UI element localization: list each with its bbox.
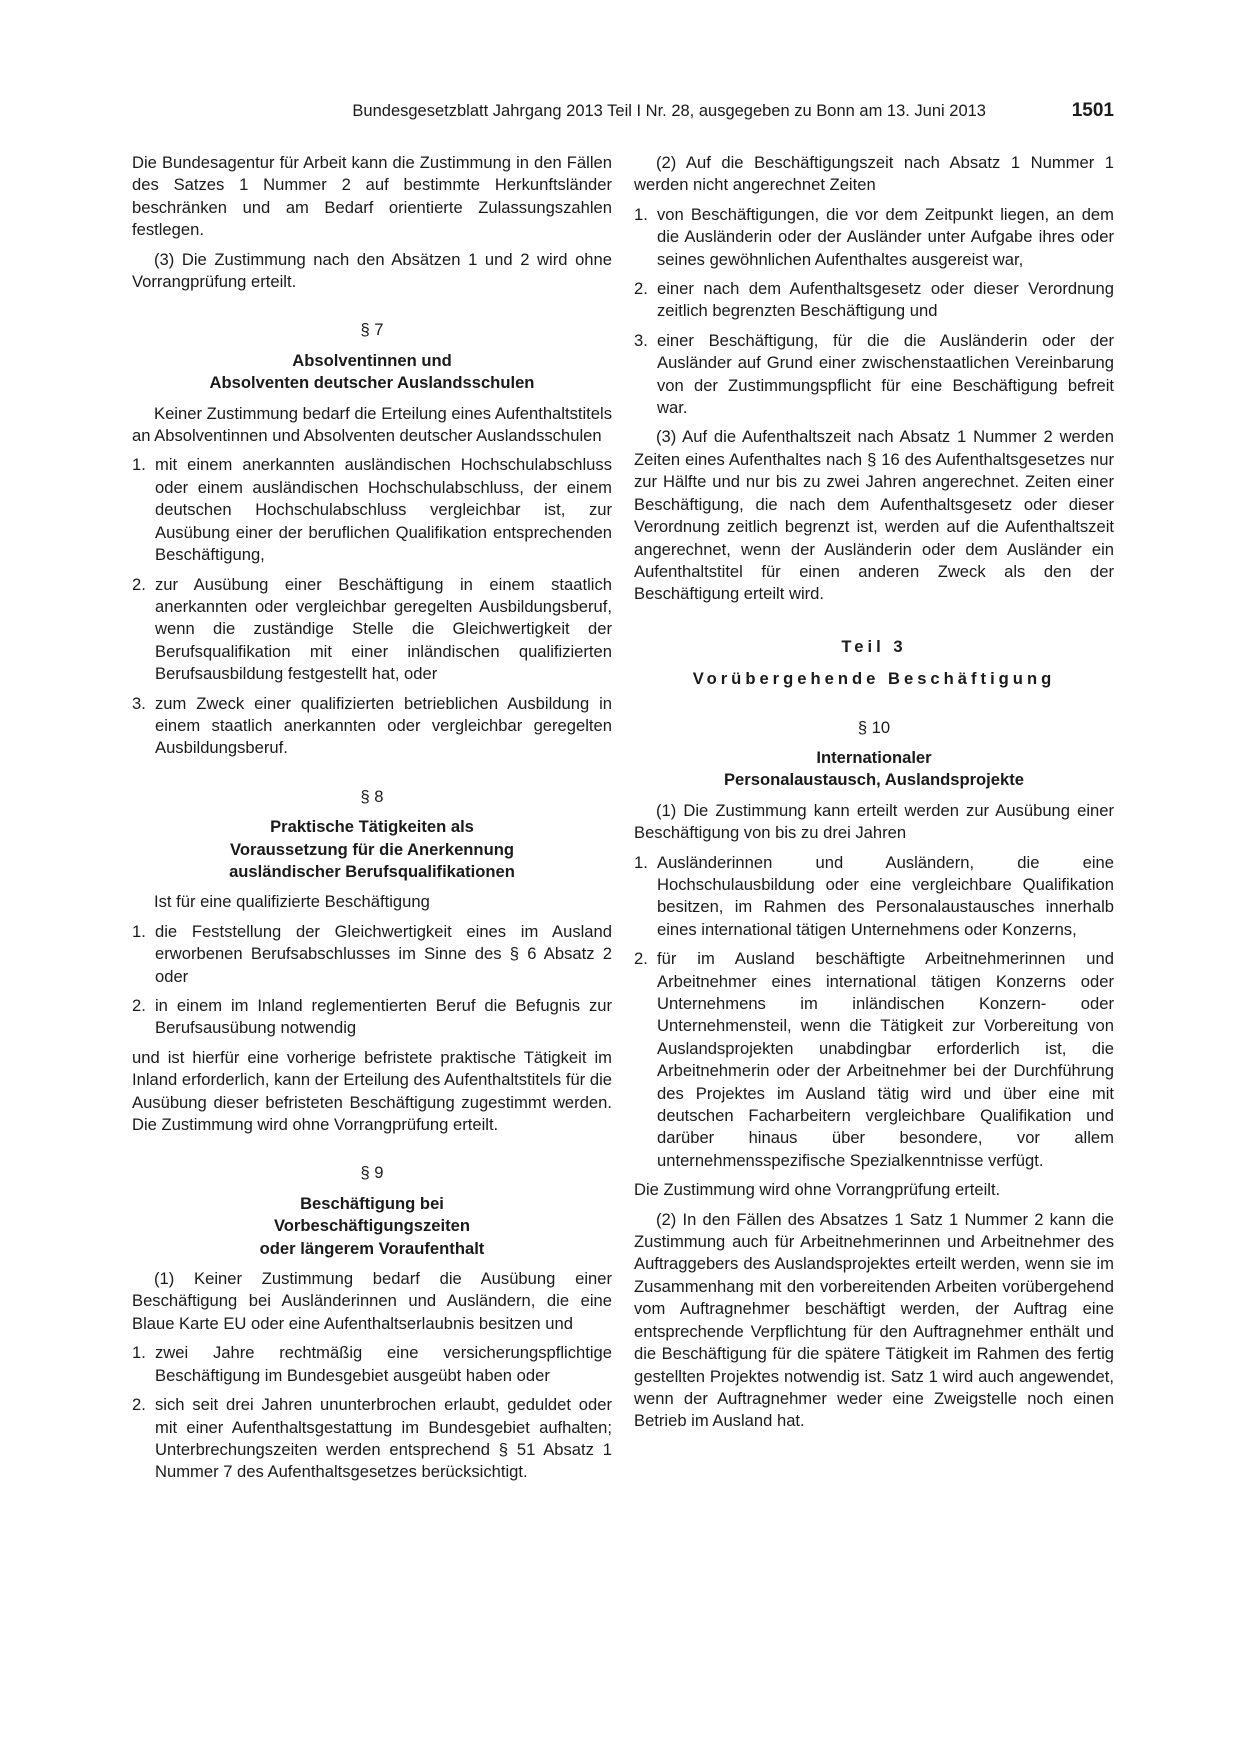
- list-text: in einem im Inland reglementierten Beruf die Befugnis zur Berufsausübung notwendig: [155, 996, 612, 1038]
- list-text: einer Beschäftigung, für die die Ausländerin oder der Ausländer auf Grund einer zwischenstaatlichen Vereinbarung von der Zustimmungspflicht für eine Beschäftigung befreit war.: [657, 330, 1114, 418]
- paragraph: (2) In den Fällen des Absatzes 1 Satz 1 Nummer 2 kann die Zustimmung auch für Arbeitnehmerinnen und Arbeitnehmer des Auftraggebers des Auslandsprojektes erteilt werden, wenn sie im Zusammenhang mit den vorbereitenden Arbeiten vorübergehend vom Auftragnehmer beschäftigt werden, der Auftrag eine entsprechende Verpflichtung für den Auftragnehmer enthält und die Beschäftigung für die spätere Tätigkeit im Rahmen des fertig gestellten Projektes notwendig ist. Satz 1 wird auch angewendet, wenn der Auftragnehmer weder eine Zweigstelle noch einen Betrieb im Ausland hat.: [634, 1209, 1114, 1431]
- list-item: [634, 204, 1114, 271]
- list-item: [634, 852, 1114, 942]
- section-mark: § 10: [857, 717, 891, 737]
- list-number: 3.: [634, 330, 648, 350]
- section-heading-10: [634, 717, 1114, 792]
- section-heading-7: [132, 319, 612, 394]
- part-label: Teil 3: [841, 636, 907, 656]
- list-item: [132, 921, 612, 988]
- list-item: [634, 948, 1114, 1172]
- section-title: Beschäftigung bei: [300, 1193, 444, 1213]
- paragraph: (1) Die Zustimmung kann erteilt werden zur Ausübung einer Beschäftigung von bis zu drei Jahren: [634, 800, 1114, 843]
- list-number: 2.: [634, 279, 648, 299]
- list-item: [634, 330, 1114, 420]
- list-text: von Beschäftigungen, die vor dem Zeitpunkt liegen, an dem die Ausländerin oder der Ausländer unter Aufgabe ihres oder seines gewöhnlichen Aufenthaltes ausgereist war,: [657, 204, 1114, 269]
- list-number: 2.: [132, 996, 146, 1015]
- numbered-list: [132, 921, 612, 1040]
- paragraph: (1) Keiner Zustimmung bedarf die Ausübung einer Beschäftigung bei Ausländerinnen und Ausländern, die eine Blaue Karte EU oder eine Aufenthaltserlaubnis besitzen und: [132, 1269, 612, 1333]
- paragraph: (3) Die Zustimmung nach den Absätzen 1 und 2 wird ohne Vorrangprüfung erteilt.: [132, 249, 612, 292]
- list-text: sich seit drei Jahren ununterbrochen erlaubt, geduldet oder mit einer Aufenthaltsgestattung im Bundesgebiet aufhalten; Unterbrechungszeiten werden entsprechend § 51 Absatz 1 Nummer 7 des Aufenthaltsgesetzes berücksichtigt.: [155, 1395, 612, 1482]
- list-text: die Feststellung der Gleichwertigkeit eines im Ausland erworbenen Berufsabschlusses im Sinne des § 6 Absatz 2 oder: [155, 921, 612, 986]
- section-mark: § 8: [360, 786, 384, 806]
- section-mark: § 7: [360, 320, 384, 340]
- section-title: Voraussetzung für die Anerkennung: [230, 839, 514, 859]
- paragraph: Ist für eine qualifizierte Beschäftigung: [154, 892, 430, 912]
- list-number: 1.: [132, 455, 146, 475]
- list-number: 1.: [132, 1343, 146, 1363]
- paragraph: (2) Auf die Beschäftigungszeit nach Absatz 1 Nummer 1 werden nicht angerechnet Zeiten: [634, 153, 1114, 195]
- section-title: Absolventinnen und: [292, 350, 452, 370]
- list-number: 1.: [634, 852, 648, 872]
- list-text: zur Ausübung einer Beschäftigung in einem staatlich anerkannten oder vergleichbar geregelten Ausbildungsberuf, wenn die zuständige Stelle die Gleichwertigkeit der Berufsqualifikation mit einer inländischen qualifizierten Berufsausbildung festgestellt hat, oder: [155, 574, 612, 684]
- section-title: Personalaustausch, Auslandsprojekte: [723, 770, 1025, 790]
- paragraph: Keiner Zustimmung bedarf die Erteilung eines Aufenthaltstitels an Absolventinnen und Absolventen deutscher Auslandsschulen: [132, 403, 612, 446]
- list-number: 1.: [132, 921, 146, 941]
- paragraph: Die Bundesagentur für Arbeit kann die Zustimmung in den Fällen des Satzes 1 Nummer 2 auf bestimmte Herkunftsländer beschränken und am Bedarf orientierte Zulassungszahlen festlegen.: [132, 153, 612, 240]
- list-item: [132, 1342, 612, 1387]
- section-title: Vorbeschäftigungszeiten: [273, 1216, 471, 1236]
- page-header: [132, 100, 1114, 126]
- numbered-list: [132, 454, 612, 759]
- list-number: 2.: [634, 949, 648, 969]
- list-text: zwei Jahre rechtmäßig eine versicherungspflichtige Beschäftigung im Bundesgebiet ausgeübt haben oder: [155, 1343, 612, 1385]
- section-title: oder längerem Voraufenthalt: [259, 1238, 485, 1258]
- list-item: [132, 1394, 612, 1484]
- list-text: zum Zweck einer qualifizierten betrieblichen Ausbildung in einem staatlich anerkannten oder vergleichbar geregelten Ausbildungsberuf.: [155, 693, 612, 758]
- list-text: mit einem anerkannten ausländischen Hochschulabschluss oder einem ausländischen Hochschulabschluss, der einem deutschen Hochschulabschluss vergleichbar ist, zur Ausübung einer der beruflichen Qualifikation entsprechenden Beschäftigung,: [155, 455, 612, 565]
- list-number: 3.: [132, 693, 146, 713]
- section-heading-9: [132, 1162, 612, 1260]
- list-text: für im Ausland beschäftigte Arbeitnehmerinnen und Arbeitnehmer eines international tätigen Konzerns oder Unternehmens im inländischen Konzern- oder Unternehmensteil, wenn die Tätigkeit zur Vorbereitung von Auslandsprojekten unabdingbar erforderlich ist, die Arbeitnehmerin oder der Arbeitnehmer bei der Durchführung des Projektes im Ausland tätig wird und über eine mit deutschen Facharbeitern vergleichbare Qualifikation und darüber hinaus über besondere, vor allem unternehmensspezifische Spezialkenntnisse verfügt.: [657, 949, 1114, 1170]
- section-title: Internationaler: [816, 747, 932, 767]
- numbered-list: [634, 852, 1114, 1173]
- list-number: 2.: [132, 574, 146, 594]
- list-text: einer nach dem Aufenthaltsgesetz oder dieser Verordnung zeitlich begrenzten Beschäftigung und: [657, 279, 1114, 321]
- list-item: [132, 995, 612, 1040]
- section-mark: § 9: [360, 1163, 384, 1183]
- numbered-list: [634, 204, 1114, 420]
- list-item: [132, 454, 612, 566]
- left-column: [132, 152, 612, 1491]
- list-item: [634, 278, 1114, 323]
- page-number: 1501: [1071, 100, 1114, 121]
- list-item: [132, 693, 612, 760]
- part-title: Vorübergehende Beschäftigung: [692, 669, 1056, 689]
- list-text: Ausländerinnen und Ausländern, die eine Hochschulausbildung oder eine vergleichbare Qualifikation besitzen, im Rahmen des Personalaustausches innerhalb eines international tätigen Unternehmens oder Konzerns,: [657, 852, 1114, 939]
- paragraph: und ist hierfür eine vorherige befristete praktische Tätigkeit im Inland erforderlich, kann der Erteilung des Aufenthaltstitels für die Ausübung dieser befristeten Beschäftigung zugestimmt werden. Die Zustimmung wird ohne Vorrangprüfung erteilt.: [132, 1047, 612, 1135]
- numbered-list: [132, 1342, 612, 1483]
- list-item: [132, 574, 612, 686]
- list-number: 2.: [132, 1395, 146, 1415]
- right-column: [634, 152, 1114, 1440]
- section-title: ausländischer Berufsqualifikationen: [229, 861, 515, 881]
- paragraph: Die Zustimmung wird ohne Vorrangprüfung erteilt.: [634, 1180, 1001, 1200]
- section-heading-8: [132, 786, 612, 884]
- paragraph: (3) Auf die Aufenthaltszeit nach Absatz 1 Nummer 2 werden Zeiten eines Aufenthaltes nach § 16 des Aufenthaltsgesetzes nur zur Hälfte und nur bis zu zwei Jahren angerechnet. Zeiten einer Beschäftigung, die nach dem Aufenthaltsgesetz oder dieser Verordnung zeitlich begrenzt ist, werden auf die Aufenthaltszeit angerechnet, wenn der Ausländerin oder dem Ausländer ein Aufenthaltstitel für einen anderen Zweck als den der Beschäftigung erteilt wird.: [634, 427, 1114, 604]
- section-title: Praktische Tätigkeiten als: [270, 817, 474, 837]
- list-number: 1.: [634, 204, 648, 224]
- section-title: Absolventen deutscher Auslandsschulen: [209, 373, 535, 393]
- header-text: Bundesgesetzblatt Jahrgang 2013 Teil I Nr. 28, ausgegeben zu Bonn am 13. Juni 2013: [352, 102, 986, 120]
